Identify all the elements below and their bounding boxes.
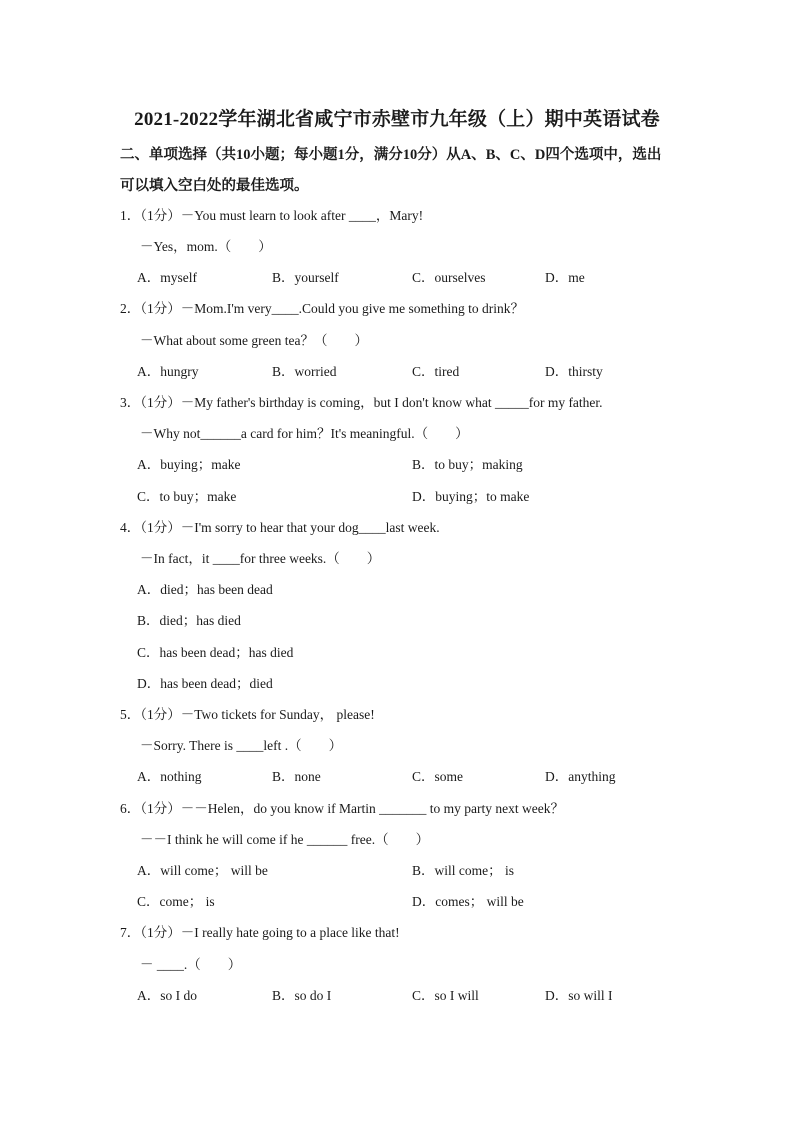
question-3-reply: －Why not______a card for him？It's meaningful.（ ） xyxy=(140,426,469,441)
question-5-reply: －Sorry. There is ____left .（ ） xyxy=(140,738,343,753)
question-2-stem: 2．（1分）－Mom.I'm very____.Could you give me something to drink？ xyxy=(120,301,525,316)
section-heading xyxy=(120,140,680,202)
question-5-option-c[interactable]: C．some xyxy=(412,769,464,784)
section-heading-line-2: 可以填入空白处的最佳选项。 xyxy=(120,178,309,194)
question-6-stem: 6．（1分）－－Helen，do you know if Martin _______ to my party next week？ xyxy=(120,801,564,816)
question-3-option-a[interactable]: A．buying；make xyxy=(137,457,241,472)
question-7-reply: － ____.（ ） xyxy=(140,957,242,972)
question-2-reply: －What about some green tea？（ ） xyxy=(140,333,368,348)
question-6-option-b[interactable]: B．will come； is xyxy=(412,863,514,878)
question-2-option-a[interactable]: A．hungry xyxy=(137,364,199,379)
question-5-stem: 5．（1分）－Two tickets for Sunday， please! xyxy=(120,707,375,722)
question-1-reply: －Yes，mom.（ ） xyxy=(140,239,272,254)
question-1-stem: 1．（1分）－You must learn to look after ____，Mary! xyxy=(120,208,424,223)
question-4-option-d[interactable]: D．has been dead；died xyxy=(137,676,273,691)
question-7-option-c[interactable]: C．so I will xyxy=(412,988,479,1003)
question-5-option-d[interactable]: D．anything xyxy=(545,769,616,784)
exam-title: 2021-2022学年湖北省咸宁市赤壁市九年级（上）期中英语试卷 xyxy=(134,109,660,130)
section-heading-line-1: 二、单项选择（共10小题；每小题1分，满分10分）从A、B、C、D四个选项中，选出 xyxy=(120,147,662,163)
question-5-option-a[interactable]: A．nothing xyxy=(137,769,202,784)
question-6-option-c[interactable]: C．come； is xyxy=(137,894,215,909)
question-7-stem: 7．（1分）－I really hate going to a place like that! xyxy=(120,925,400,940)
question-2-option-d[interactable]: D．thirsty xyxy=(545,364,603,379)
question-3-stem: 3．（1分）－My father's birthday is coming，but I don't know what _____for my father. xyxy=(120,395,603,410)
question-7-option-d[interactable]: D．so will I xyxy=(545,988,613,1003)
question-5-option-b[interactable]: B．none xyxy=(272,769,321,784)
question-1-option-b[interactable]: B．yourself xyxy=(272,270,339,285)
question-1-option-a[interactable]: A．myself xyxy=(137,270,197,285)
question-7-option-b[interactable]: B．so do I xyxy=(272,988,332,1003)
question-4-option-c[interactable]: C．has been dead；has died xyxy=(137,645,294,660)
question-3-option-c[interactable]: C．to buy；make xyxy=(137,489,237,504)
question-4-option-a[interactable]: A．died；has been dead xyxy=(137,582,273,597)
question-2-option-c[interactable]: C．tired xyxy=(412,364,460,379)
question-2-option-b[interactable]: B．worried xyxy=(272,364,337,379)
question-1-option-d[interactable]: D．me xyxy=(545,270,585,285)
question-6-reply: －－I think he will come if he ______ free.（ ） xyxy=(140,832,430,847)
question-3-option-b[interactable]: B．to buy；making xyxy=(412,457,523,472)
question-1-option-c[interactable]: C．ourselves xyxy=(412,270,486,285)
question-4-reply: －In fact，it ____for three weeks.（ ） xyxy=(140,551,381,566)
question-4-option-b[interactable]: B．died；has died xyxy=(137,613,241,628)
question-6-option-d[interactable]: D．comes； will be xyxy=(412,894,524,909)
question-3-option-d[interactable]: D．buying；to make xyxy=(412,489,530,504)
question-4-stem: 4．（1分）－I'm sorry to hear that your dog____last week. xyxy=(120,520,440,535)
question-6-option-a[interactable]: A．will come； will be xyxy=(137,863,268,878)
question-7-option-a[interactable]: A．so I do xyxy=(137,988,197,1003)
